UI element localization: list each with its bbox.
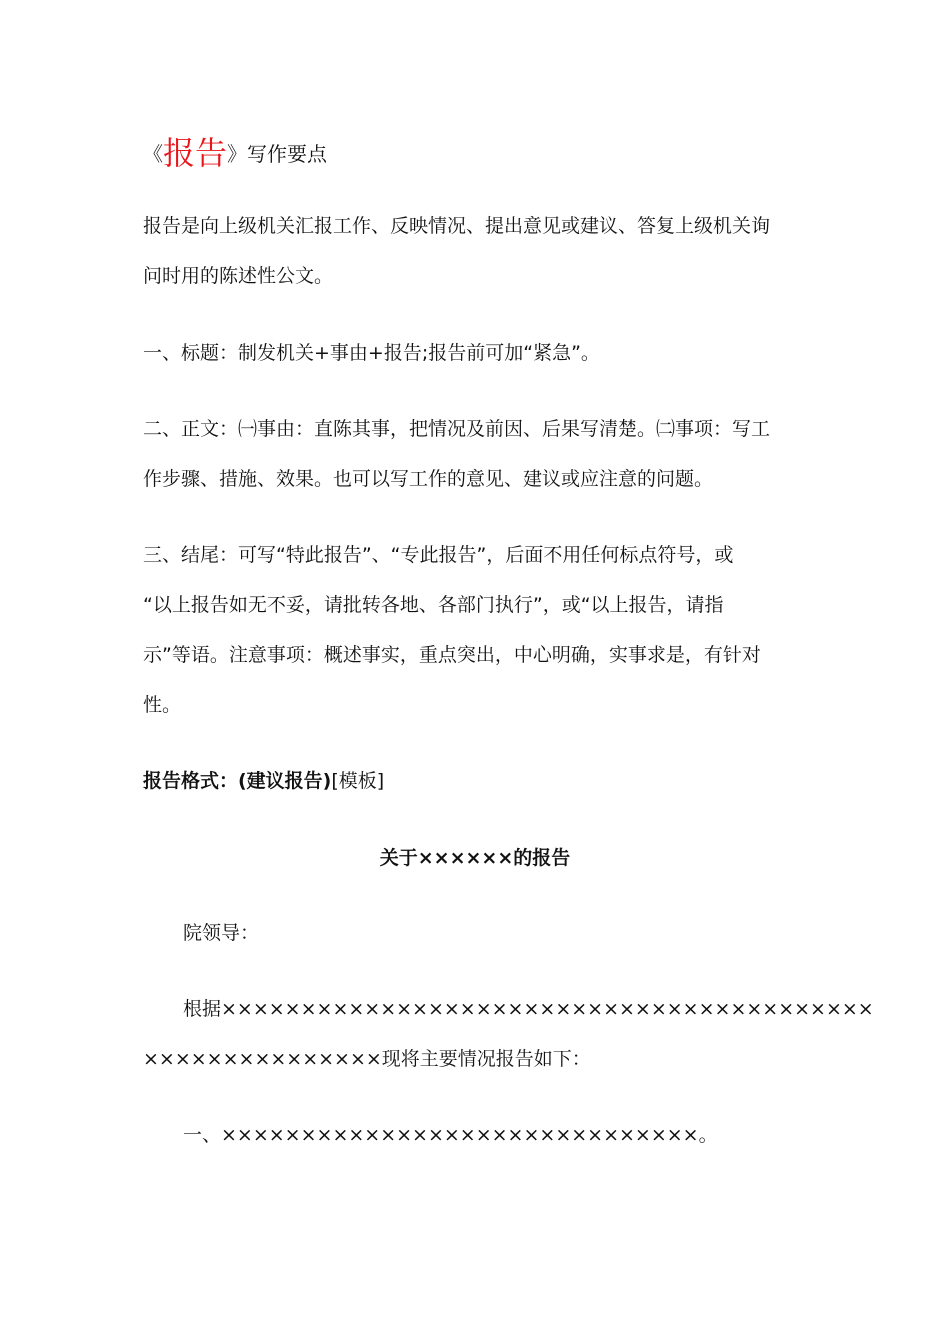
intro-line-2: 问时用的陈述性公文。 [143,265,334,287]
template-para-line-2: ×××××××××××××××现将主要情况报告如下： [143,1048,591,1070]
section-ending-line-2: “以上报告如无不妥，请批转各地、各部门执行”，或“以上报告，请指 [143,594,724,616]
section-body-line-2: 作步骤、措施、效果。也可以写工作的意见、建议或应注意的问题。 [143,468,714,490]
template-para-line-1: 根据××××××××××××××××××××××××××××××××××××××××× [183,998,874,1020]
template-title: 关于××××××的报告 [379,847,571,869]
title-open-bracket: 《 [143,142,163,166]
section-ending-line-1: 三、结尾：可写“特此报告”、“专此报告”，后面不用任何标点符号，或 [143,544,734,566]
template-item-1: 一、××××××××××××××××××××××××××××××。 [183,1124,718,1146]
template-salutation: 院领导： [183,922,260,944]
format-label-bold: 报告格式：(建议报告) [143,770,332,792]
title-close-bracket: 》 [227,142,248,166]
section-ending-line-3: 示”等语。注意事项：概述事实，重点突出，中心明确，实事求是，有针对 [143,644,761,666]
section-body-line-1: 二、正文：㈠事由：直陈其事，把情况及前因、后果写清楚。㈡事项：写工 [143,418,771,440]
section-ending-line-4: 性。 [143,694,182,716]
intro-line-1: 报告是向上级机关汇报工作、反映情况、提出意见或建议、答复上级机关询 [143,215,771,237]
title-keyword: 报告 [163,134,228,172]
format-label-normal: [模板] [331,770,385,792]
format-label [143,768,384,794]
title-suffix: 写作要点 [247,142,328,166]
document-title [143,133,327,174]
section-heading-line: 一、标题：制发机关+事由+报告;报告前可加“紧急”。 [143,342,600,364]
